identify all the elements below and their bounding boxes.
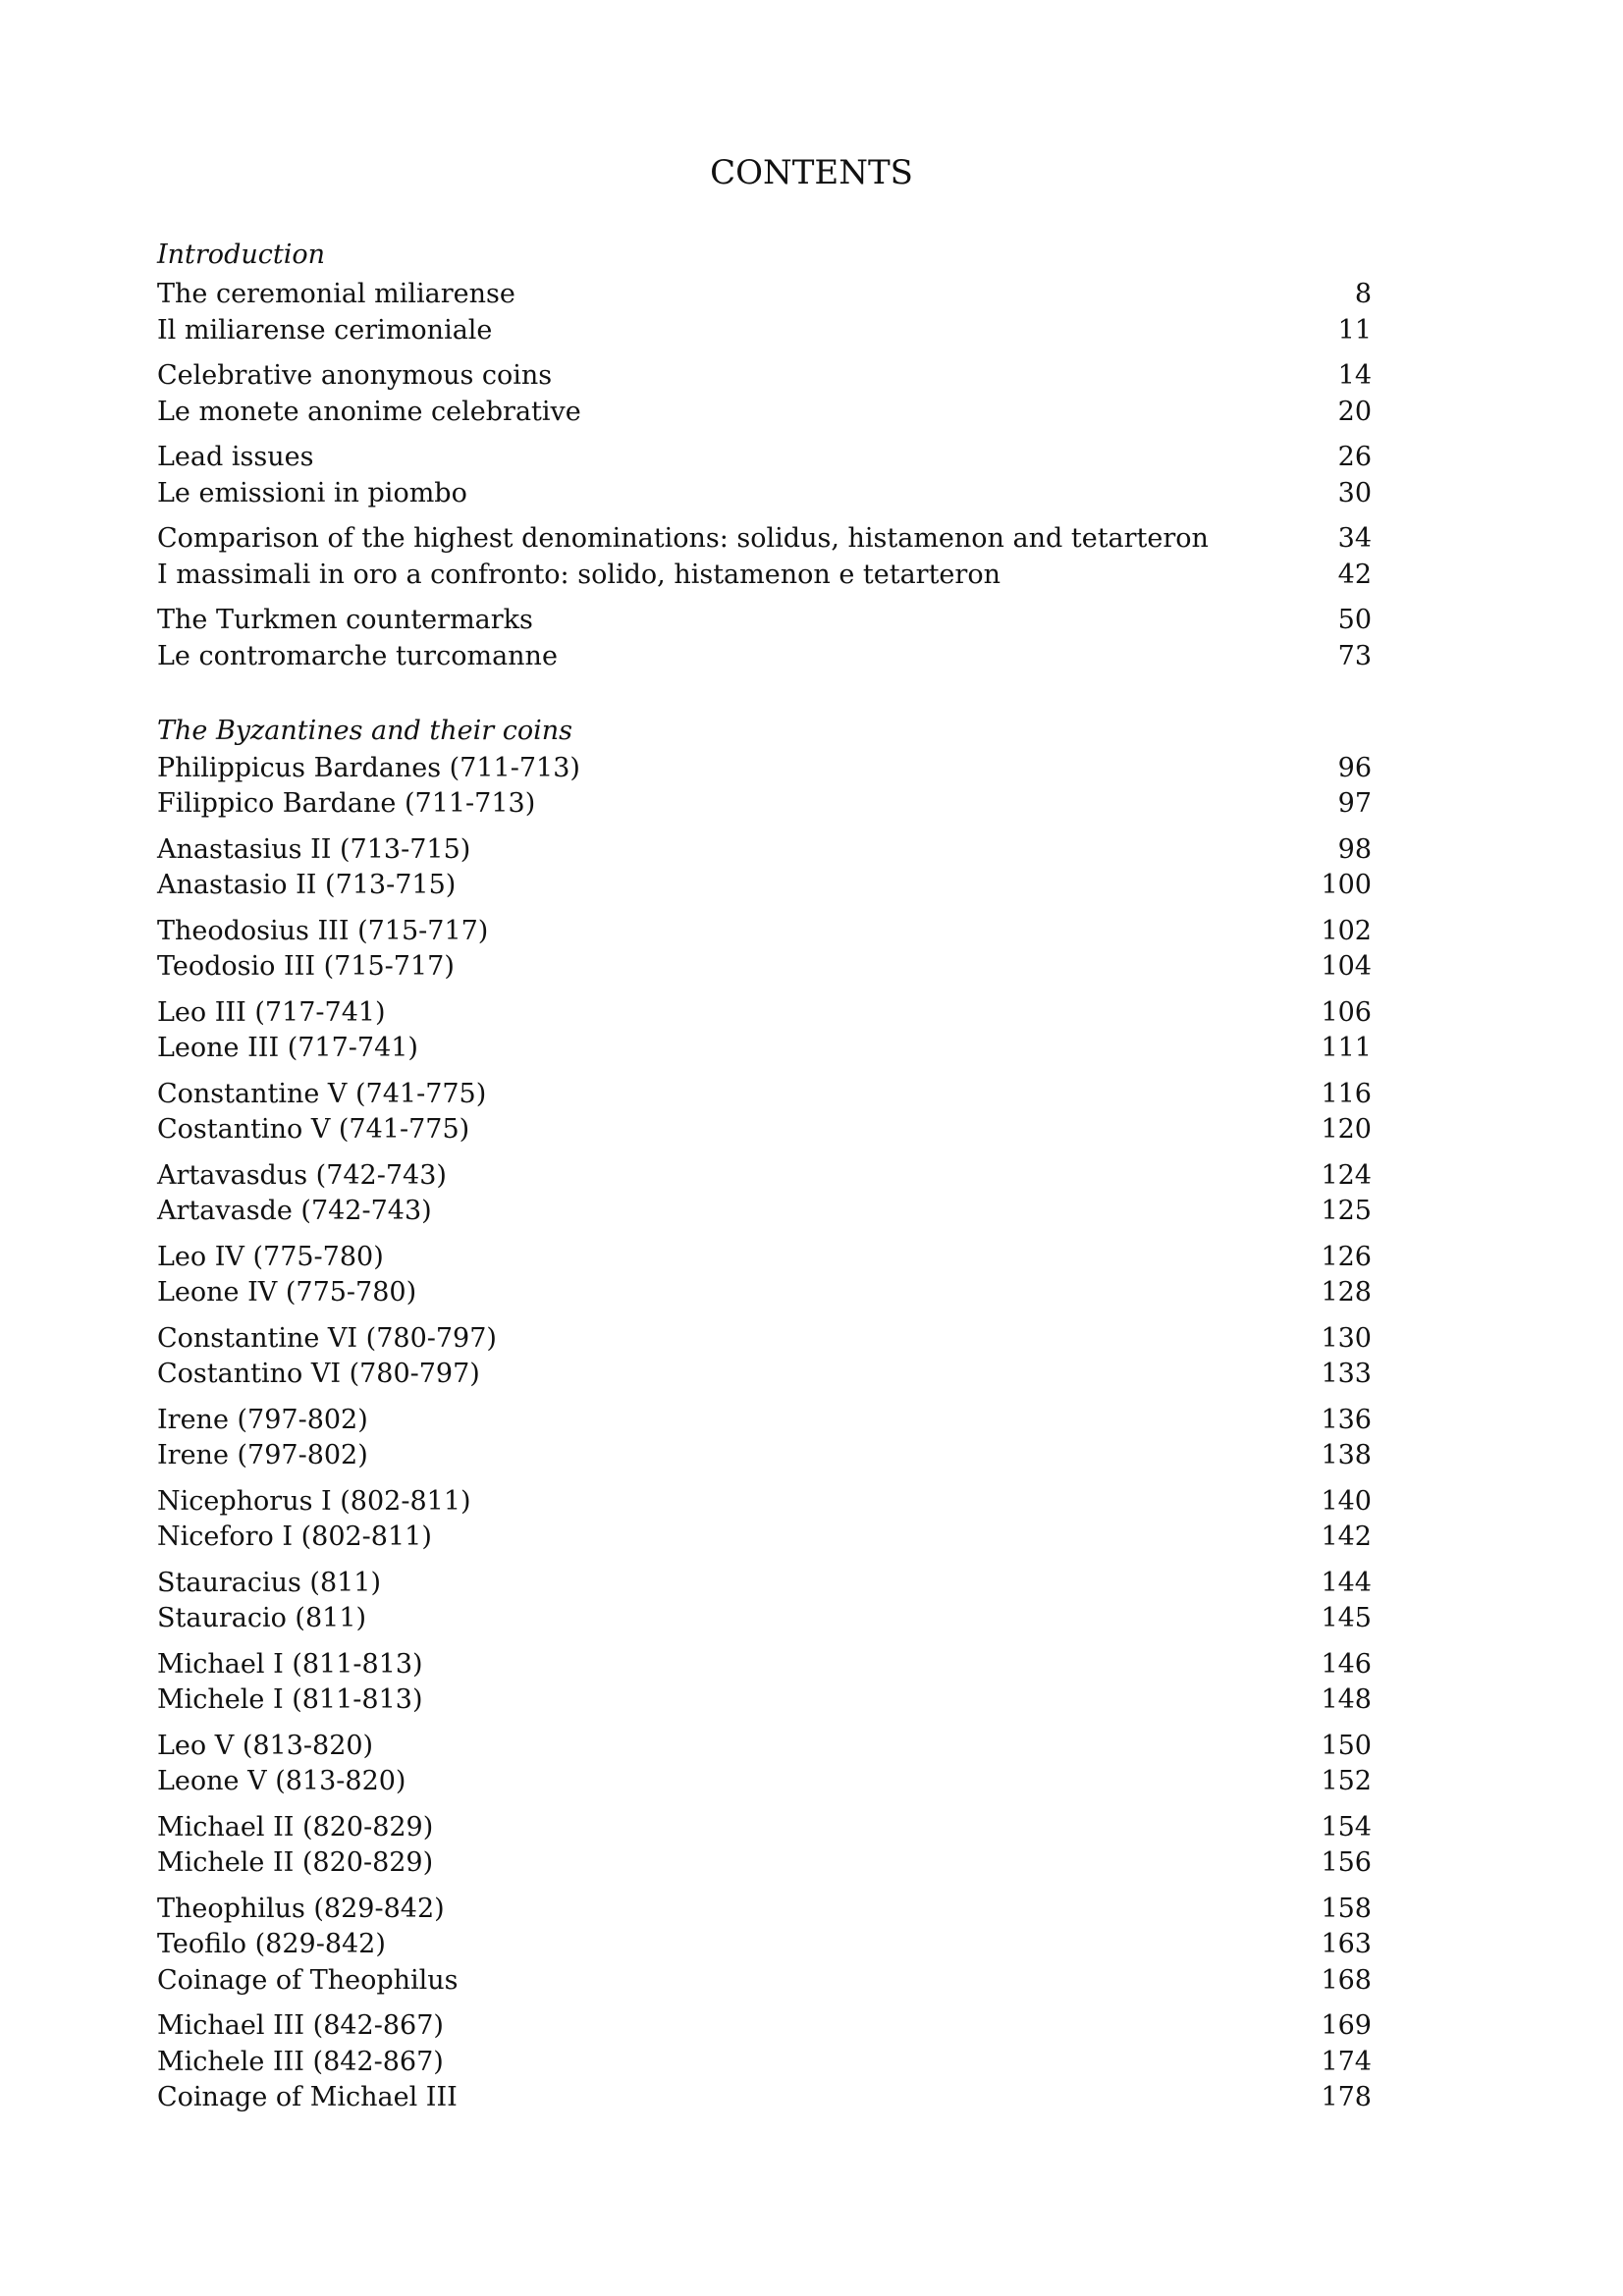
page-title: CONTENTS <box>710 153 913 192</box>
toc-entry-page-number: 178 <box>1321 2082 1372 2112</box>
toc-entry[interactable] <box>157 1438 1372 1474</box>
toc-entry-page-number: 133 <box>1321 1359 1372 1389</box>
toc-entry-group <box>157 1158 1372 1230</box>
toc-entry-title: Anastasio II (713-715) <box>157 870 457 900</box>
toc-entry[interactable] <box>157 639 1372 675</box>
toc-entry-page-number: 126 <box>1321 1241 1372 1272</box>
toc-entry-title: Constantine VI (780-797) <box>157 1322 497 1354</box>
toc-entry-page-number: 144 <box>1321 1567 1372 1598</box>
toc-entry-title: Leo IV (775-780) <box>157 1241 384 1272</box>
toc-entry[interactable] <box>157 1647 1372 1683</box>
toc-entry-page-number: 96 <box>1337 752 1372 783</box>
toc-entry-page-number: 128 <box>1321 1277 1372 1308</box>
toc-entry[interactable] <box>157 1566 1372 1602</box>
toc-entry-title: Michael I (811-813) <box>157 1648 423 1680</box>
toc-entry[interactable] <box>157 1031 1372 1067</box>
toc-entry-title: Stauracio (811) <box>157 1603 367 1633</box>
toc-entry[interactable] <box>157 1963 1372 2000</box>
toc-entry-title: Michele I (811-813) <box>157 1684 423 1715</box>
toc-entry-page-number: 174 <box>1321 2046 1372 2077</box>
toc-entry-title: Artavasde (742-743) <box>157 1196 432 1226</box>
toc-entry-title: Costantino V (741-775) <box>157 1114 470 1145</box>
toc-entry-title: Teofilo (829-842) <box>157 1929 386 1959</box>
toc-entry-title: Michael II (820-829) <box>157 1811 434 1842</box>
toc-entry[interactable] <box>157 949 1372 986</box>
toc-entry[interactable] <box>157 1764 1372 1800</box>
toc-entry[interactable] <box>157 521 1372 558</box>
section-heading: The Byzantines and their coins <box>157 716 573 746</box>
toc-entry-title: Michele III (842-867) <box>157 2046 444 2077</box>
toc-entry-page-number: 145 <box>1321 1603 1372 1633</box>
toc-entry-title: Anastasius II (713-715) <box>157 833 471 865</box>
toc-entry-page-number: 168 <box>1321 1964 1372 1996</box>
toc-entry[interactable] <box>157 1357 1372 1393</box>
toc-entry-title: Comparison of the highest denominations: solidus, histamenon and tetarteron <box>157 523 1209 554</box>
toc-entry-title: Constantine V (741-775) <box>157 1078 487 1109</box>
toc-entry-title: Theodosius III (715-717) <box>157 915 489 946</box>
toc-entry[interactable] <box>157 1275 1372 1311</box>
toc-entry-title: Philippicus Bardanes (711-713) <box>157 752 580 783</box>
toc-entry-group <box>157 914 1372 986</box>
toc-entry[interactable] <box>157 603 1372 639</box>
toc-entry-title: Lead issues <box>157 442 314 472</box>
toc-entry-title: Le monete anonime celebrative <box>157 396 581 427</box>
toc-entry-page-number: 73 <box>1337 640 1372 671</box>
toc-entry[interactable] <box>157 1729 1372 1765</box>
toc-entry-page-number: 26 <box>1337 442 1372 472</box>
toc-entry-title: Theophilus (829-842) <box>157 1893 445 1924</box>
toc-entry-page-number: 156 <box>1321 1847 1372 1878</box>
toc-entry-title: Teodosio III (715-717) <box>157 951 455 982</box>
toc-entry-page-number: 20 <box>1337 396 1372 427</box>
toc-entry-title: Michael III (842-867) <box>157 2010 444 2041</box>
toc-entry[interactable] <box>157 1484 1372 1521</box>
toc-entry-title: Le contromarche turcomanne <box>157 640 558 671</box>
toc-entry[interactable] <box>157 313 1372 349</box>
toc-entry[interactable] <box>157 995 1372 1032</box>
toc-entry[interactable] <box>157 1321 1372 1358</box>
toc-entry-title: I massimali in oro a confronto: solido, histamenon e tetarteron <box>157 559 1001 590</box>
toc-entry[interactable] <box>157 2008 1372 2045</box>
toc-entry-page-number: 102 <box>1321 915 1372 946</box>
toc-entry[interactable] <box>157 1403 1372 1439</box>
toc-entry-page-number: 169 <box>1321 2010 1372 2041</box>
toc-entry-group <box>157 440 1372 511</box>
toc-entry-page-number: 111 <box>1321 1033 1372 1063</box>
toc-entry-page-number: 124 <box>1321 1159 1372 1191</box>
toc-entry-title: Leone V (813-820) <box>157 1766 406 1796</box>
toc-entry-page-number: 136 <box>1321 1404 1372 1435</box>
toc-entry-group <box>157 1403 1372 1474</box>
toc-entry[interactable] <box>157 868 1372 904</box>
toc-entry-page-number: 97 <box>1337 788 1372 819</box>
toc-entry-title: Leo V (813-820) <box>157 1730 374 1761</box>
toc-entry-group <box>157 751 1372 823</box>
toc-entry[interactable] <box>157 2045 1372 2081</box>
toc-entry-title: Leone III (717-741) <box>157 1033 418 1063</box>
toc-entry-page-number: 148 <box>1321 1684 1372 1715</box>
toc-entry-page-number: 154 <box>1321 1811 1372 1842</box>
toc-entry-title: Michele II (820-829) <box>157 1847 434 1878</box>
toc-entry-page-number: 158 <box>1321 1893 1372 1924</box>
toc-entry-page-number: 98 <box>1337 833 1372 865</box>
toc-entry-group <box>157 1647 1372 1719</box>
toc-entry[interactable] <box>157 2080 1372 2116</box>
toc-entry-title: Le emissioni in piombo <box>157 477 467 508</box>
toc-entry-page-number: 104 <box>1321 951 1372 982</box>
toc-entry[interactable] <box>157 914 1372 950</box>
toc-entry-page-number: 130 <box>1321 1322 1372 1354</box>
toc-entry[interactable] <box>157 395 1372 431</box>
toc-entry-group <box>157 2008 1372 2116</box>
toc-entry[interactable] <box>157 1077 1372 1113</box>
toc-entry-title: Il miliarense cerimoniale <box>157 314 493 346</box>
toc-entry[interactable] <box>157 1927 1372 1963</box>
toc-entry-title: Coinage of Michael III <box>157 2082 458 2112</box>
toc-entry-title: Stauracius (811) <box>157 1567 382 1598</box>
toc-entry[interactable] <box>157 751 1372 787</box>
toc-entry[interactable] <box>157 1520 1372 1556</box>
toc-entry[interactable] <box>157 832 1372 869</box>
toc-entry[interactable] <box>157 786 1372 823</box>
toc-entry[interactable] <box>157 1682 1372 1719</box>
toc-entry-title: The Turkmen countermarks <box>157 605 533 635</box>
toc-entry-page-number: 125 <box>1321 1196 1372 1226</box>
toc-entry-page-number: 163 <box>1321 1929 1372 1959</box>
toc-entry-page-number: 14 <box>1337 360 1372 391</box>
toc-entry-list <box>157 277 1372 674</box>
toc-entry-list <box>157 751 1372 2116</box>
toc-entry-page-number: 138 <box>1321 1440 1372 1470</box>
toc-entry-page-number: 150 <box>1321 1730 1372 1761</box>
toc-entry-group <box>157 358 1372 430</box>
toc-entry[interactable] <box>157 558 1372 594</box>
toc-entry-group <box>157 1484 1372 1556</box>
toc-entry-page-number: 140 <box>1321 1485 1372 1517</box>
toc-entry-page-number: 152 <box>1321 1766 1372 1796</box>
toc-entry-page-number: 34 <box>1337 523 1372 554</box>
toc-entry-title: Niceforo I (802-811) <box>157 1522 432 1552</box>
toc-entry-title: Nicephorus I (802-811) <box>157 1485 471 1517</box>
toc-entry[interactable] <box>157 277 1372 313</box>
toc-entry-group <box>157 603 1372 674</box>
toc-entry-group <box>157 1810 1372 1882</box>
toc-entry-page-number: 120 <box>1321 1114 1372 1145</box>
toc-entry-title: Celebrative anonymous coins <box>157 360 553 391</box>
toc-entry-group <box>157 1240 1372 1311</box>
toc-entry-page-number: 30 <box>1337 477 1372 508</box>
toc-entry-group <box>157 1077 1372 1148</box>
toc-entry[interactable] <box>157 1845 1372 1882</box>
toc-entry-title: Leo III (717-741) <box>157 996 386 1028</box>
toc-section-introduction <box>157 238 1372 674</box>
toc-entry-page-number: 11 <box>1337 314 1372 346</box>
toc-entry-group <box>157 1729 1372 1800</box>
toc-entry-title: The ceremonial miliarense <box>157 279 515 309</box>
toc-entry-page-number: 142 <box>1321 1522 1372 1552</box>
toc-entry-group <box>157 1566 1372 1637</box>
toc-entry[interactable] <box>157 1601 1372 1637</box>
toc-entry[interactable] <box>157 358 1372 395</box>
toc-entry-page-number: 8 <box>1354 279 1372 309</box>
toc-section-byzantines <box>157 714 1372 2116</box>
toc-entry[interactable] <box>157 1158 1372 1195</box>
toc-entry-group <box>157 277 1372 348</box>
toc-entry-group <box>157 1892 1372 2000</box>
toc-entry[interactable] <box>157 1112 1372 1148</box>
toc-entry-page-number: 50 <box>1337 605 1372 635</box>
section-heading: Introduction <box>157 240 325 270</box>
toc-entry-page-number: 100 <box>1321 870 1372 900</box>
toc-entry[interactable] <box>157 476 1372 512</box>
toc-entry-title: Irene (797-802) <box>157 1404 368 1435</box>
toc-entry-title: Irene (797-802) <box>157 1440 368 1470</box>
toc-entry[interactable] <box>157 1810 1372 1846</box>
toc-entry-title: Coinage of Theophilus <box>157 1964 459 1996</box>
toc-entry-title: Filippico Bardane (711-713) <box>157 788 536 819</box>
toc-entry-page-number: 42 <box>1337 559 1372 590</box>
toc-entry-group <box>157 521 1372 593</box>
toc-entry-title: Costantino VI (780-797) <box>157 1359 480 1389</box>
toc-entry-title: Leone IV (775-780) <box>157 1277 417 1308</box>
toc-entry-group <box>157 1321 1372 1393</box>
toc-entry-page-number: 146 <box>1321 1648 1372 1680</box>
toc-entry-group <box>157 995 1372 1067</box>
toc-entry-page-number: 106 <box>1321 996 1372 1028</box>
toc-entry-group <box>157 832 1372 904</box>
toc-entry[interactable] <box>157 440 1372 476</box>
toc-entry[interactable] <box>157 1194 1372 1230</box>
toc-entry-title: Artavasdus (742-743) <box>157 1159 447 1191</box>
toc-entry[interactable] <box>157 1240 1372 1276</box>
toc-entry[interactable] <box>157 1892 1372 1928</box>
toc-entry-page-number: 116 <box>1321 1078 1372 1109</box>
